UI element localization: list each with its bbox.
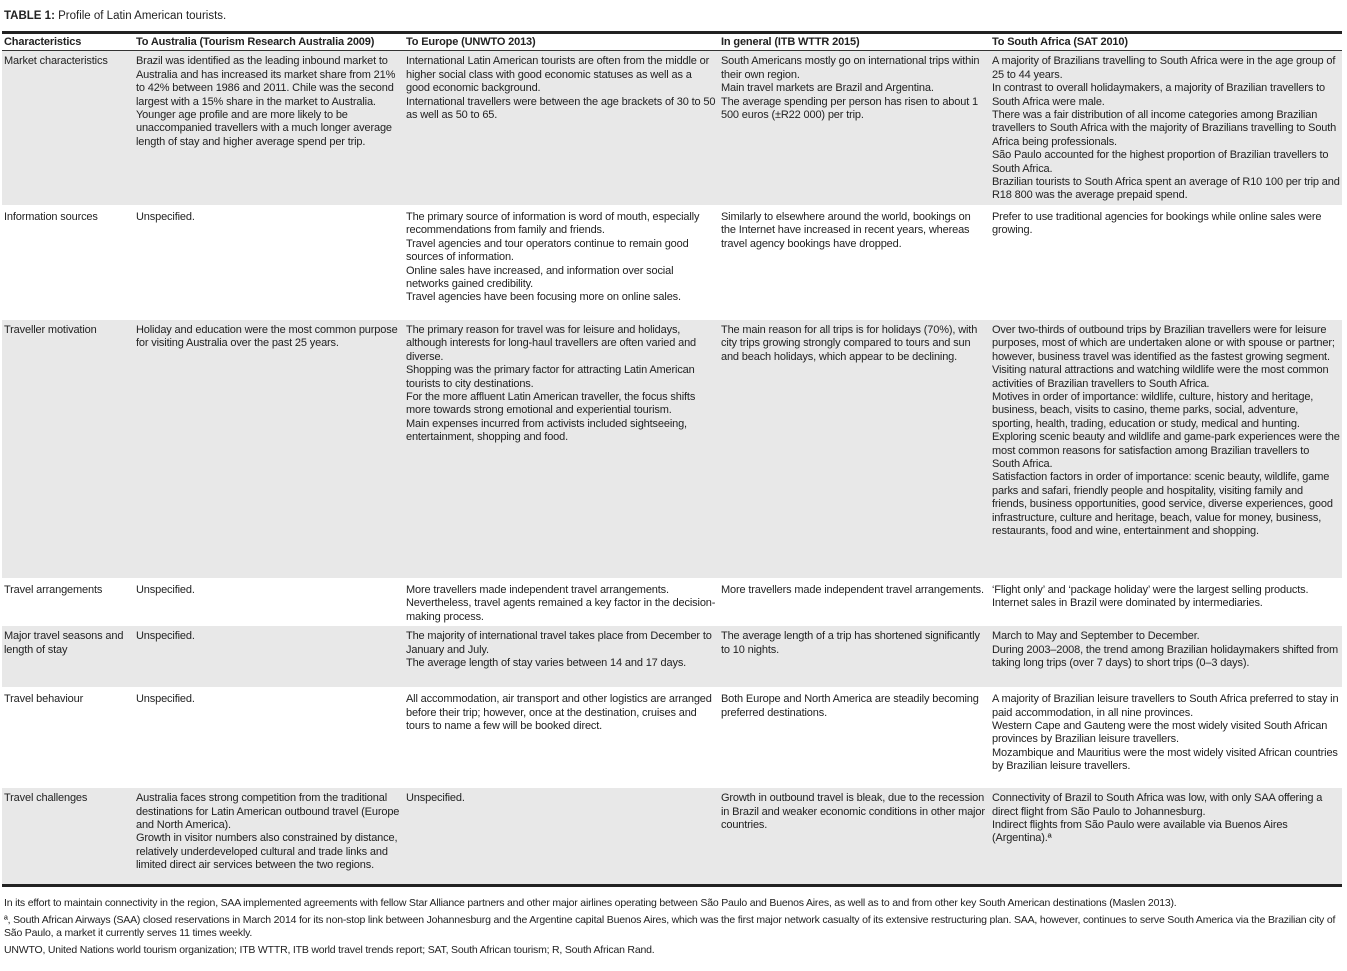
cell-paragraph: South Americans mostly go on international trips within their own region. (721, 55, 980, 81)
cell-paragraph: Visiting natural attractions and watching wildlife were the most common activities of Brazilian travellers to South Africa. (992, 364, 1329, 390)
cell-paragraph: Unspecified. (406, 792, 465, 805)
table-cell (990, 51, 1342, 206)
cell-paragraph: Prefer to use traditional agencies for bookings while online sales were growing. (992, 210, 1322, 237)
cell-paragraph: Unspecified. (136, 693, 195, 706)
cell-paragraph: International travellers were between the age brackets of 30 to 50 as well as 50 to 65. (406, 95, 716, 122)
table-row (2, 320, 1342, 579)
cell-paragraph: Both Europe and North America are steadily becoming preferred destinations. (721, 693, 979, 719)
table-cell (404, 626, 719, 688)
table-cell (719, 51, 990, 206)
table-cell (134, 788, 404, 885)
cell-paragraph: ‘Flight only’ and ‘package holiday’ were the largest selling products. (992, 583, 1309, 596)
cell-paragraph: Indirect flights from São Paulo were available via Buenos Aires (Argentina).ª (992, 818, 1288, 845)
cell-paragraph: More travellers made independent travel arrangements. (721, 583, 984, 596)
cell-paragraph: The majority of international travel takes place from December to January and July. (406, 630, 712, 656)
table-cell (719, 206, 990, 320)
column-header: To Australia (Tourism Research Australia 2009) (134, 33, 404, 51)
cell-paragraph: In contrast to overall holidaymakers, a majority of Brazilian travellers to South Africa were male. (992, 82, 1325, 108)
cell-paragraph: A majority of Brazilian leisure travellers to South Africa preferred to stay in paid accommodation, in all nine provinces. (992, 693, 1339, 719)
footnote-abbreviations: UNWTO, United Nations world tourism organization; ITB WTTR, ITB world travel trends report; SAT, South African tourism; R, South African Rand. (4, 944, 655, 956)
table-cell (719, 788, 990, 885)
cell-paragraph: Growth in visitor numbers also constrained by distance, relatively underdeveloped cultural and trade links and limited direct air services between the two regions. (136, 832, 398, 872)
cell-paragraph: Online sales have increased, and information over social networks gained credibility. (406, 264, 674, 290)
cell-paragraph: There was a fair distribution of all income categories among Brazilian travellers to South Africa with the majority of Brazilians travelling to South Africa being professionals. (992, 109, 1337, 148)
characteristic-cell: Travel arrangements (4, 583, 103, 596)
table-cell (719, 626, 990, 688)
cell-paragraph: Main travel markets are Brazil and Argentina. (721, 82, 934, 95)
characteristic-cell: Information sources (4, 210, 98, 223)
cell-paragraph: Exploring scenic beauty and wildlife and game-park experiences were the most common reasons for satisfaction among Brazilian travellers to South Africa. (992, 431, 1340, 470)
footnote-saa: ª, South African Airways (SAA) closed reservations in March 2014 for its non-stop link between Johannesburg and the Argentine capital Buenos Aires, which was the first major network casualty of its extensive restructuring plan. SAA, however, continues to serve South America via the Brazilian city of São Paulo, a market it currently serves 11 times weekly. (4, 914, 1336, 939)
table-cell (134, 626, 404, 688)
table-cell (134, 51, 404, 206)
cell-paragraph: Over two-thirds of outbound trips by Brazilian travellers were for leisure purposes, most of which are undertaken alone or with spouse or partner; however, business travel was identified as the fastest growing segment. (992, 323, 1335, 363)
cell-paragraph: Similarly to elsewhere around the world, bookings on the Internet have increased in recent years, whereas travel agency bookings have dropped. (721, 210, 971, 250)
cell-paragraph: Mozambique and Mauritius were the most widely visited African countries by Brazilian leisure travellers. (992, 746, 1338, 773)
cell-paragraph: Brazil was identified as the leading inbound market to Australia and has increased its market share from 21% to 42% between 1986 and 2011. Chile was the second largest with a 15% share in the market to Australia. Younger age profile and are more likely to be unaccompanied travellers with a much longer average length of stay and higher average spend per trip. (136, 55, 396, 148)
cell-paragraph: Travel agencies and tour operators continue to remain good sources of information. (406, 237, 689, 264)
table-label: TABLE 1: (4, 10, 55, 22)
cell-paragraph: Western Cape and Gauteng were the most widely visited South African provinces by Brazilian leisure travellers. (992, 719, 1328, 746)
characteristic-cell: Market characteristics (2, 51, 134, 206)
column-header: Characteristics (2, 33, 134, 51)
table-row (2, 51, 1342, 206)
cell-paragraph: Unspecified. (136, 210, 195, 223)
cell-paragraph: Holiday and education were the most common purpose for visiting Australia over the past 25 years. (136, 323, 398, 350)
cell-paragraph: The main reason for all trips is for holidays (70%), with city trips growing strongly compared to tours and sun and beach holidays, which appear to be declining. (721, 323, 978, 363)
table-row (2, 688, 1342, 788)
column-header: To Europe (UNWTO 2013) (404, 33, 719, 51)
cell-paragraph: Australia faces strong competition from the traditional destinations for Latin American outbound travel (Europe and North America). (136, 792, 400, 831)
table-cell (404, 320, 719, 579)
cell-paragraph: During 2003–2008, the trend among Brazilian holidaymakers shifted from taking long trips (over 7 days) to short trips (0–3 days). (992, 643, 1338, 669)
characteristic-cell: Travel challenges (2, 788, 134, 885)
cell-paragraph: Unspecified. (136, 583, 195, 596)
table-row (2, 206, 1342, 320)
table-title: Profile of Latin American tourists. (58, 10, 227, 22)
cell-paragraph: International Latin American tourists are often from the middle or higher social class with good economic statuses as well as a good economic background. (406, 55, 710, 95)
cell-paragraph: São Paulo accounted for the highest proportion of Brazilian travellers to South Africa. (992, 149, 1329, 175)
table-cell (990, 320, 1342, 579)
cell-paragraph: For the more affluent Latin American traveller, the focus shifts more towards strong emotional and experiential tourism. (406, 390, 696, 417)
table-cell (134, 320, 404, 579)
cell-paragraph: All accommodation, air transport and other logistics are arranged before their trip; however, once at the destination, cruises and tours to name a few will be booked direct. (406, 693, 712, 732)
table-cell (404, 579, 719, 626)
cell-paragraph: Satisfaction factors in order of importance: scenic beauty, wildlife, game parks and safari, friendly people and hospitality, visiting family and friends, business opportunities, good service, diverse experiences, good infrastructure, culture and heritage, beach, value for money, business, restaurants, food and wine, entertainment and shopping. (992, 471, 1333, 537)
table-cell (134, 579, 404, 626)
cell-paragraph: Shopping was the primary factor for attracting Latin American tourists to city destinations. (406, 364, 695, 390)
cell-paragraph: March to May and September to December. (992, 630, 1200, 643)
table-cell (134, 206, 404, 320)
cell-paragraph: The average length of stay varies between 14 and 17 days. (406, 656, 687, 669)
cell-paragraph: Main expenses incurred from activists included sightseeing, entertainment, shopping and food. (406, 417, 687, 444)
characteristic-cell: Major travel seasons and length of stay (2, 626, 134, 688)
table-header-row (2, 33, 1342, 51)
table-cell (990, 788, 1342, 885)
table-cell (990, 206, 1342, 320)
column-header: To South Africa (SAT 2010) (990, 33, 1342, 51)
table-row (2, 788, 1342, 885)
table-cell (404, 206, 719, 320)
table-cell (404, 51, 719, 206)
cell-paragraph: The average length of a trip has shortened significantly to 10 nights. (721, 630, 980, 656)
characteristic-cell: Travel behaviour (4, 693, 84, 706)
table-cell (404, 688, 719, 788)
cell-paragraph: Internet sales in Brazil were dominated by intermediaries. (992, 597, 1263, 610)
table-cell (990, 626, 1342, 688)
cell-paragraph: Brazilian tourists to South Africa spent an average of R10 100 per trip and R18 800 was the average prepaid spend. (992, 176, 1340, 202)
cell-paragraph: Unspecified. (136, 630, 195, 643)
table-cell (990, 579, 1342, 626)
cell-paragraph: The primary source of information is word of mouth, especially recommendations from family and friends. (406, 210, 700, 237)
footnote-connectivity: In its effort to maintain connectivity in the region, SAA implemented agreements with fellow Star Alliance partners and other major airlines operating between São Paulo and Buenos Aires, as well as to and from other key South American destinations (Maslen 2013). (4, 897, 1177, 909)
table-cell (404, 788, 719, 885)
table-cell (719, 579, 990, 626)
cell-paragraph: Connectivity of Brazil to South Africa was low, with only SAA offering a direct flight from São Paulo to Johannesburg. (992, 792, 1323, 818)
table-row (2, 626, 1342, 688)
table-cell (719, 320, 990, 579)
table-cell (719, 688, 990, 788)
table-caption (4, 10, 226, 22)
cell-paragraph: The primary reason for travel was for leisure and holidays, although interests for long-haul travellers are often varied and diverse. (406, 323, 697, 363)
characteristic-cell: Traveller motivation (2, 320, 134, 579)
table-cell (990, 688, 1342, 788)
table-row (2, 579, 1342, 626)
cell-paragraph: Travel agencies have been focusing more on online sales. (406, 291, 681, 304)
tourist-profile-table (2, 31, 1342, 887)
cell-paragraph: Motives in order of importance: wildlife, culture, history and heritage, business, beach, visits to casino, theme parks, social, adventure, sporting, health, trading, education or study, medical and hunting. (992, 390, 1314, 430)
table-cell (134, 688, 404, 788)
cell-paragraph: A majority of Brazilians travelling to South Africa were in the age group of 25 to 44 years. (992, 55, 1336, 81)
cell-paragraph: More travellers made independent travel arrangements. Nevertheless, travel agents remained a key factor in the decision-making process. (406, 583, 716, 623)
column-header: In general (ITB WTTR 2015) (719, 33, 990, 51)
cell-paragraph: Growth in outbound travel is bleak, due to the recession in Brazil and weaker economic conditions in other major countries. (721, 792, 985, 831)
cell-paragraph: The average spending per person has risen to about 1 500 euros (±R22 000) per trip. (721, 95, 978, 122)
